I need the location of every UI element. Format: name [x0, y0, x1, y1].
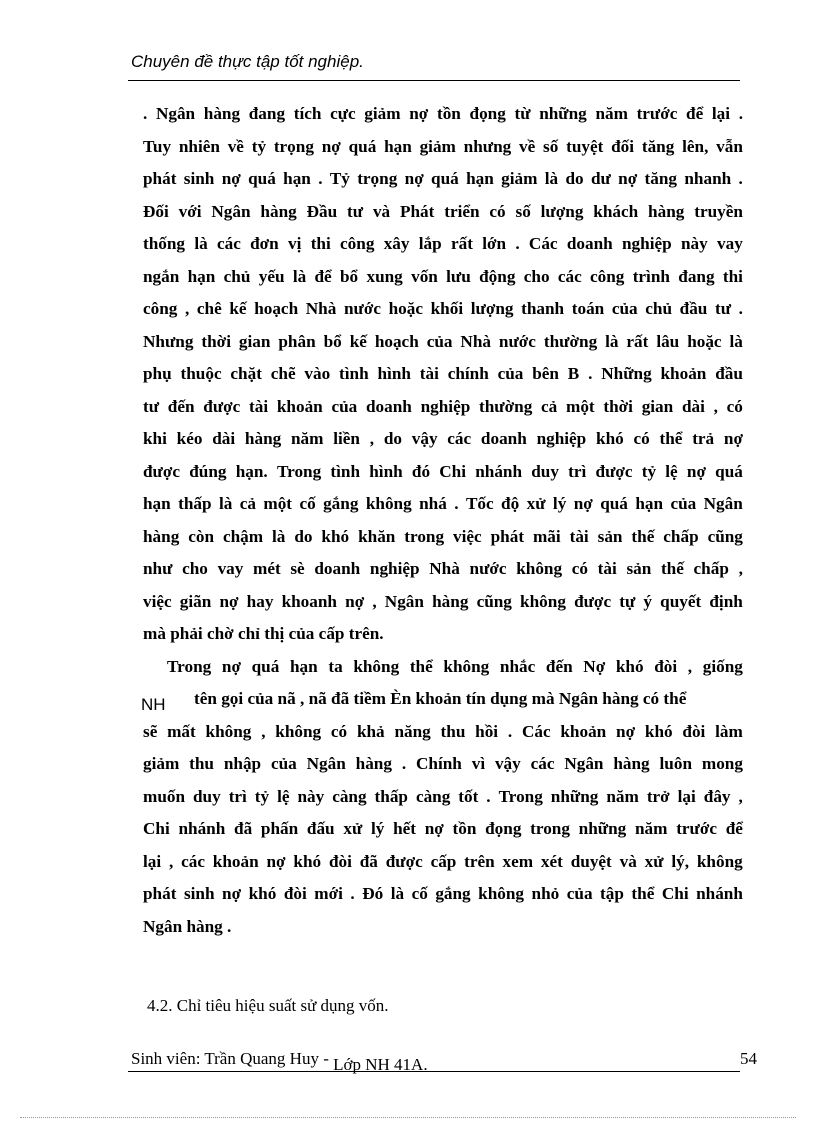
- text-line: Chi nhánh đã phấn đấu xử lý hết nợ tồn đọng trong những năm trước để: [143, 819, 743, 838]
- text-line: như cho vay mét sè doanh nghiệp Nhà nước không có tài sản thế chấp ,: [143, 559, 743, 578]
- footer-class: Lớp NH 41A.: [333, 1055, 428, 1074]
- text-line: mà phải chờ chỉ thị của cấp trên.: [143, 624, 384, 643]
- text-line: hàng còn chậm là do khó khăn trong việc phát mãi tài sản thế chấp cũng: [143, 526, 743, 546]
- text-line: Tuy nhiên về tỷ trọng nợ quá hạn giảm nhưng về số tuyệt đối tăng lên, vẫn: [143, 136, 743, 156]
- page-break-divider: [20, 1117, 796, 1118]
- paragraph-2-rest: [143, 716, 743, 944]
- text-line: được đúng hạn. Trong tình hình đó Chi nhánh duy trì được tỷ lệ nợ quá: [143, 461, 743, 481]
- text-line: ngắn hạn chủ yếu là để bổ xung vốn lưu động cho các công trình đang thi: [143, 266, 743, 286]
- text-line: Đối với Ngân hàng Đầu tư và Phát triển có số lượng khách hàng truyền: [143, 201, 743, 221]
- text-line: muốn duy trì tỷ lệ này càng thấp càng tốt . Trong những năm trở lại đây ,: [143, 786, 743, 806]
- footer-divider: [128, 1071, 740, 1072]
- text-line: sẽ mất không , không có khả năng thu hồi . Các khoản nợ khó đòi làm: [143, 721, 743, 741]
- paragraph-2: [143, 651, 743, 944]
- footer-student: Sinh viên: Trần Quang Huy -: [131, 1049, 329, 1068]
- text-line: phát sinh nợ khó đòi mới . Đó là cố gắng không nhỏ của tập thể Chi nhánh: [143, 884, 743, 903]
- section-heading: 4.2. Chỉ tiêu hiệu suất sử dụng vốn.: [147, 996, 389, 1015]
- text-line: Ngân hàng .: [143, 916, 232, 936]
- paragraph-1: [143, 98, 743, 651]
- text-line: . Ngân hàng đang tích cực giảm nợ tồn đọng từ những năm trước để lại .: [143, 104, 743, 123]
- text-line: công , chê kế hoạch Nhà nước hoặc khối lượng thanh toán của chủ đầu tư .: [143, 299, 743, 318]
- text-line: phụ thuộc chặt chẽ vào tình hình tài chính của bên B . Những khoản đầu: [143, 364, 743, 383]
- page-header-title: Chuyên đề thực tập tốt nghiệp.: [131, 52, 364, 71]
- text-line: Nhưng thời gian phân bổ kế hoạch của Nhà nước thường là rất lâu hoặc là: [143, 331, 743, 351]
- footer-author: [131, 1049, 428, 1074]
- text-line: thống là các đơn vị thi công xây lắp rất lớn . Các doanh nghiệp này vay: [143, 234, 743, 253]
- nh-label: NH: [141, 695, 166, 714]
- text-line: Trong nợ quá hạn ta không thể không nhắc đến Nợ khó đòi , giống: [167, 656, 743, 676]
- text-line: tư đến được tài khoản của doanh nghiệp thường cả một thời gian dài , có: [143, 396, 743, 416]
- text-line: hạn thấp là cả một cố gắng không nhá . Tốc độ xử lý nợ quá hạn của Ngân: [143, 494, 743, 513]
- text-line: [143, 683, 743, 716]
- text-line-content: tên gọi của nã , nã đã tiềm Èn khoản tín dụng mà Ngân hàng có thể: [194, 689, 687, 708]
- page-number: 54: [740, 1049, 757, 1068]
- header-divider: [128, 80, 740, 81]
- text-line: lại , các khoản nợ khó đòi đã được cấp trên xem xét duyệt và xử lý, không: [143, 851, 743, 871]
- text-line: giảm thu nhập của Ngân hàng . Chính vì vậy các Ngân hàng luôn mong: [143, 754, 743, 773]
- text-line: việc giãn nợ hay khoanh nợ , Ngân hàng cũng không được tự ý quyết định: [143, 591, 743, 611]
- document-body: [143, 98, 743, 943]
- text-line: phát sinh nợ quá hạn . Tỷ trọng nợ quá hạn giảm là do dư nợ tăng nhanh .: [143, 169, 743, 188]
- text-line: khi kéo dài hàng năm liền , do vậy các doanh nghiệp khó có thể trả nợ: [143, 429, 743, 448]
